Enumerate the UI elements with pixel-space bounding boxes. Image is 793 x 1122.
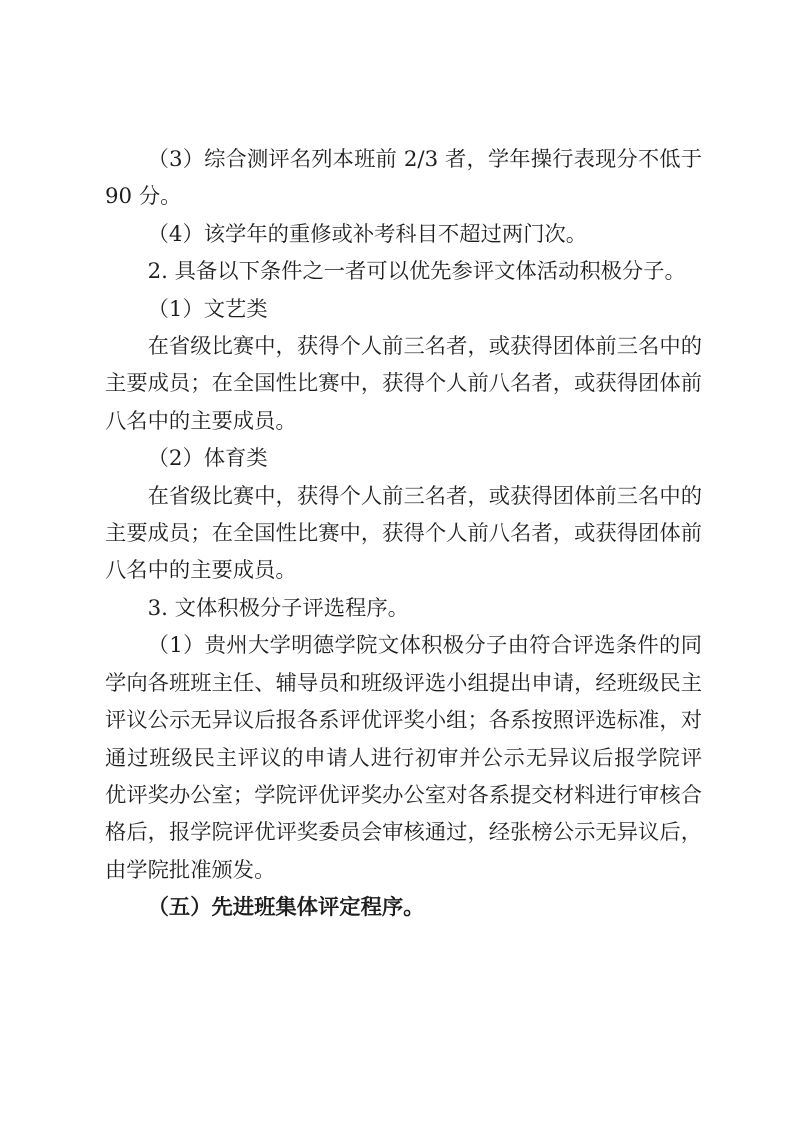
text-line: 在省级比赛中，获得个人前三名者，或获得团体前三名中的 <box>147 483 702 509</box>
text-line: （4）该学年的重修或补考科目不超过两门次。 <box>147 221 588 247</box>
text-line: 90 分。 <box>105 184 182 210</box>
text-line: 由学院批准颁发。 <box>105 857 276 883</box>
document-body <box>105 141 702 927</box>
text-line: （1）贵州大学明德学院文体积极分子由符合评选条件的同 <box>147 633 702 659</box>
text-line: 主要成员；在全国性比赛中，获得个人前八名者，或获得团体前 <box>105 521 702 547</box>
text-line: 学向各班班主任、辅导员和班级评选小组提出申请，经班级民主 <box>105 670 702 696</box>
heading-line: （五）先进班集体评定程序。 <box>147 895 425 921</box>
text-line: （1）文艺类 <box>147 296 268 322</box>
text-line: 评议公示无异议后报各系评优评奖小组；各系按照评选标准，对 <box>105 708 702 734</box>
text-line: 通过班级民主评议的申请人进行初审并公示无异议后报学院评 <box>105 745 702 771</box>
text-line: 八名中的主要成员。 <box>105 558 297 584</box>
text-line: 主要成员；在全国性比赛中，获得个人前八名者，或获得团体前 <box>105 371 702 397</box>
text-line: （3）综合测评名列本班前 2/3 者，学年操行表现分不低于 <box>147 147 702 172</box>
text-line: 3. 文体积极分子评选程序。 <box>147 595 409 621</box>
text-line: 在省级比赛中，获得个人前三名者，或获得团体前三名中的 <box>147 334 702 360</box>
text-line: 2. 具备以下条件之一者可以优先参评文体活动积极分子。 <box>147 259 686 285</box>
text-line: 八名中的主要成员。 <box>105 408 297 434</box>
text-line: 优评奖办公室；学院评优评奖办公室对各系提交材料进行审核合 <box>105 782 702 808</box>
text-line: 格后，报学院评优评奖委员会审核通过，经张榜公示无异议后， <box>105 820 702 846</box>
text-line: （2）体育类 <box>147 446 268 472</box>
